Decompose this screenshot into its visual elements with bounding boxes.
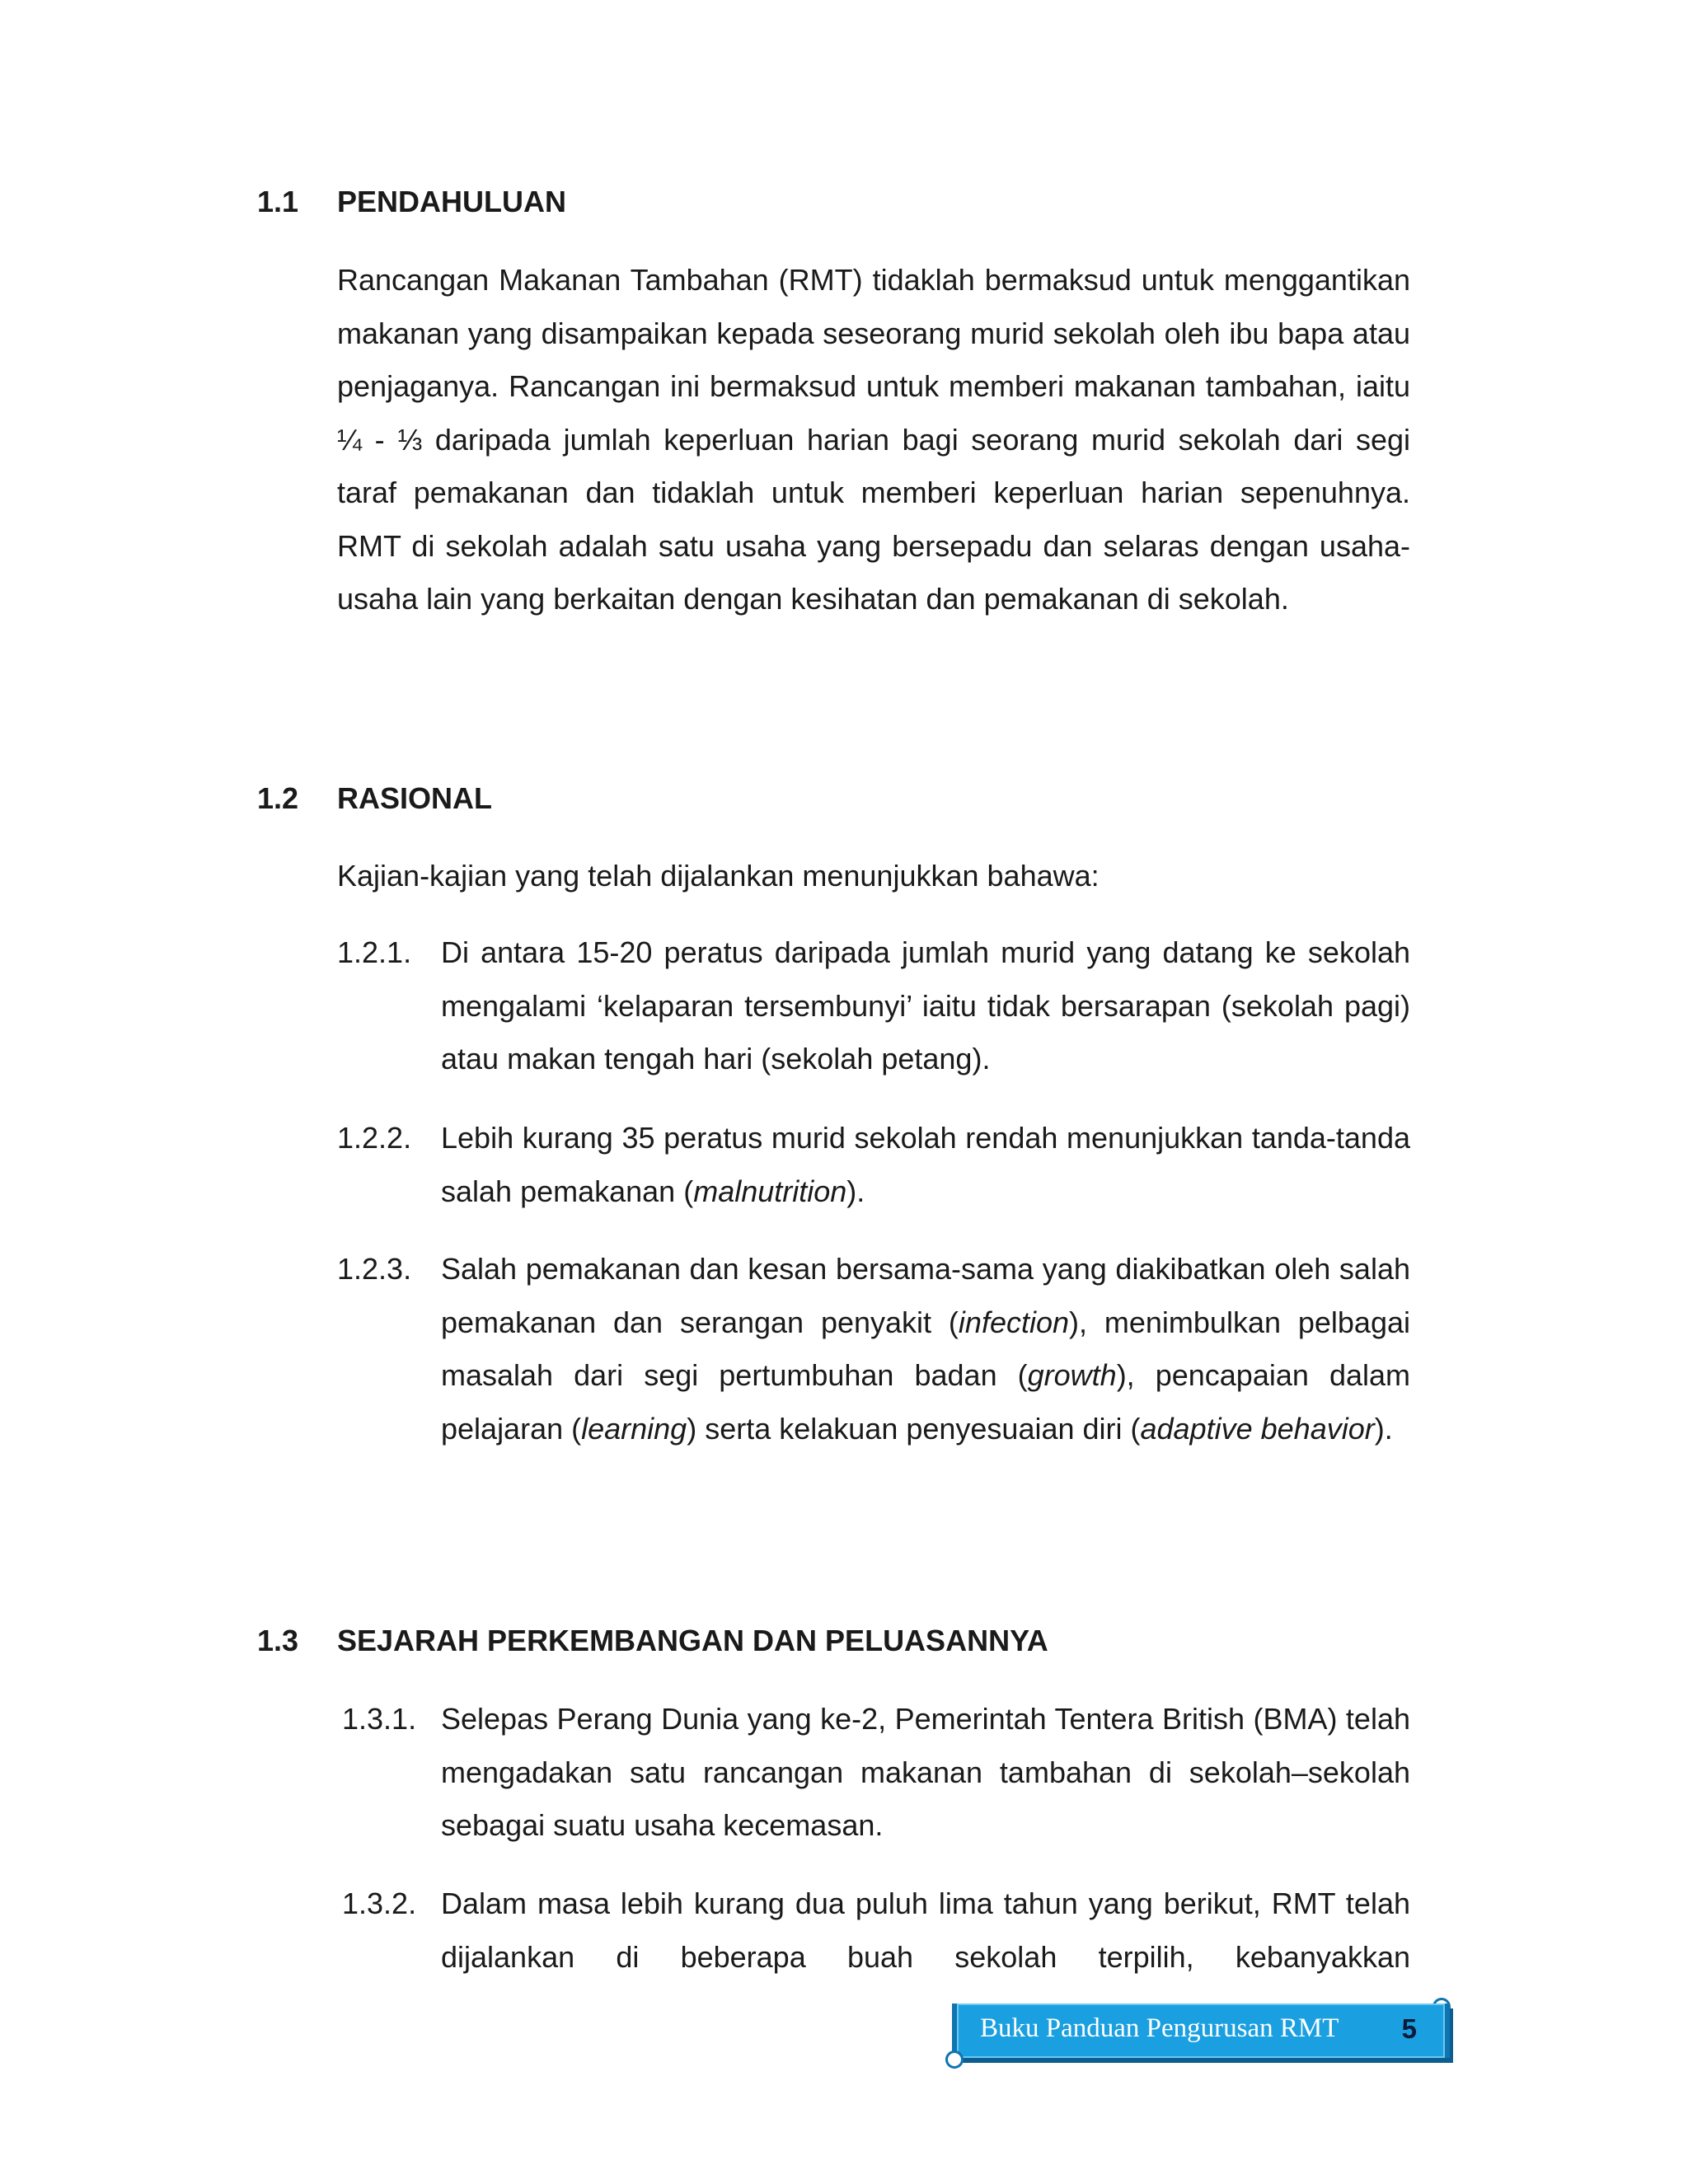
- banner-curl-ornament: [945, 2050, 964, 2069]
- italic-term: growth: [1027, 1358, 1117, 1392]
- section-number: 1.3: [257, 1624, 299, 1657]
- text-run: ).: [846, 1174, 865, 1208]
- text-run: ), pencapaian dalam pelajaran (: [441, 1358, 1410, 1446]
- footer-banner: [952, 2004, 1450, 2058]
- list-item-text: Di antara 15-20 peratus daripada jumlah murid yang datang ke sekolah mengalami ‘kelaparan tersembunyi’ iaitu tidak bersarapan (sekolah pagi) atau makan tengah hari (sekolah petang).: [441, 935, 1410, 1076]
- italic-term: adaptive behavior: [1140, 1411, 1375, 1446]
- list-item-1-3-1: [337, 1693, 1410, 1853]
- list-item-number: 1.2.3.: [337, 1252, 412, 1286]
- list-item-number: 1.3.1.: [342, 1702, 417, 1736]
- page-number: 5: [1401, 2013, 1417, 2044]
- list-item-text: Dalam masa lebih kurang dua puluh lima tahun yang berikut, RMT telah dijalankan di beberapa buah sekolah terpilih, kebanyakkan: [441, 1886, 1410, 1974]
- section-number: 1.2: [257, 781, 299, 815]
- italic-term: malnutrition: [693, 1174, 847, 1208]
- list-item-text: Selepas Perang Dunia yang ke-2, Pemerintah Tentera British (BMA) telah mengadakan satu rancangan makanan tambahan di sekolah–sekolah sebagai suatu usaha kecemasan.: [441, 1702, 1410, 1842]
- text-run: ).: [1374, 1411, 1393, 1446]
- text-run: ), menimbulkan pelbagai masalah dari segi pertumbuhan badan (: [441, 1305, 1410, 1392]
- list-item-text: [441, 1243, 1410, 1455]
- list-item-text: [441, 1112, 1410, 1218]
- section-number: 1.1: [257, 185, 299, 218]
- list-item-1-2-2: [337, 1112, 1410, 1218]
- footer-title: Buku Panduan Pengurusan RMT: [980, 2013, 1339, 2043]
- list-item-1-3-2: [337, 1877, 1410, 1984]
- list-item-number: 1.2.2.: [337, 1121, 412, 1155]
- section-title: PENDAHULUAN: [337, 185, 566, 218]
- text-run: Lebih kurang 35 peratus murid sekolah rendah menunjukkan tanda-tanda salah pemakanan (: [441, 1121, 1410, 1208]
- text-run: ) serta kelakuan penyesuaian diri (: [687, 1411, 1141, 1446]
- section-heading-rasional: [257, 780, 492, 817]
- section-title: RASIONAL: [337, 781, 492, 815]
- section-heading-pendahuluan: [257, 184, 566, 220]
- section-title: SEJARAH PERKEMBANGAN DAN PELUASANNYA: [337, 1624, 1048, 1657]
- italic-term: infection: [958, 1305, 1070, 1339]
- text-run: Salah pemakanan dan kesan bersama-sama yang diakibatkan oleh salah pemakanan dan serangan penyakit (: [441, 1252, 1410, 1339]
- rasional-intro: Kajian-kajian yang telah dijalankan menunjukkan bahawa:: [337, 859, 1100, 893]
- list-item-number: 1.3.2.: [342, 1886, 417, 1920]
- pendahuluan-paragraph: Rancangan Makanan Tambahan (RMT) tidaklah bermaksud untuk menggantikan makanan yang disampaikan kepada seseorang murid sekolah oleh ibu bapa atau penjaganya. Rancangan ini bermaksud untuk memberi makanan tambahan, iaitu ¼ - ⅓ daripada jumlah keperluan harian bagi seorang murid sekolah dari segi taraf pemakanan dan tidaklah untuk memberi keperluan harian sepenuhnya. RMT di sekolah adalah satu usaha yang bersepadu dan selaras dengan usaha-usaha lain yang berkaitan dengan kesihatan dan pemakanan di sekolah.: [337, 263, 1410, 616]
- list-item-1-2-1: [337, 926, 1410, 1086]
- italic-term: learning: [581, 1411, 687, 1446]
- section-heading-sejarah: [257, 1623, 1048, 1659]
- list-item-1-2-3: [337, 1243, 1410, 1455]
- list-item-number: 1.2.1.: [337, 935, 412, 969]
